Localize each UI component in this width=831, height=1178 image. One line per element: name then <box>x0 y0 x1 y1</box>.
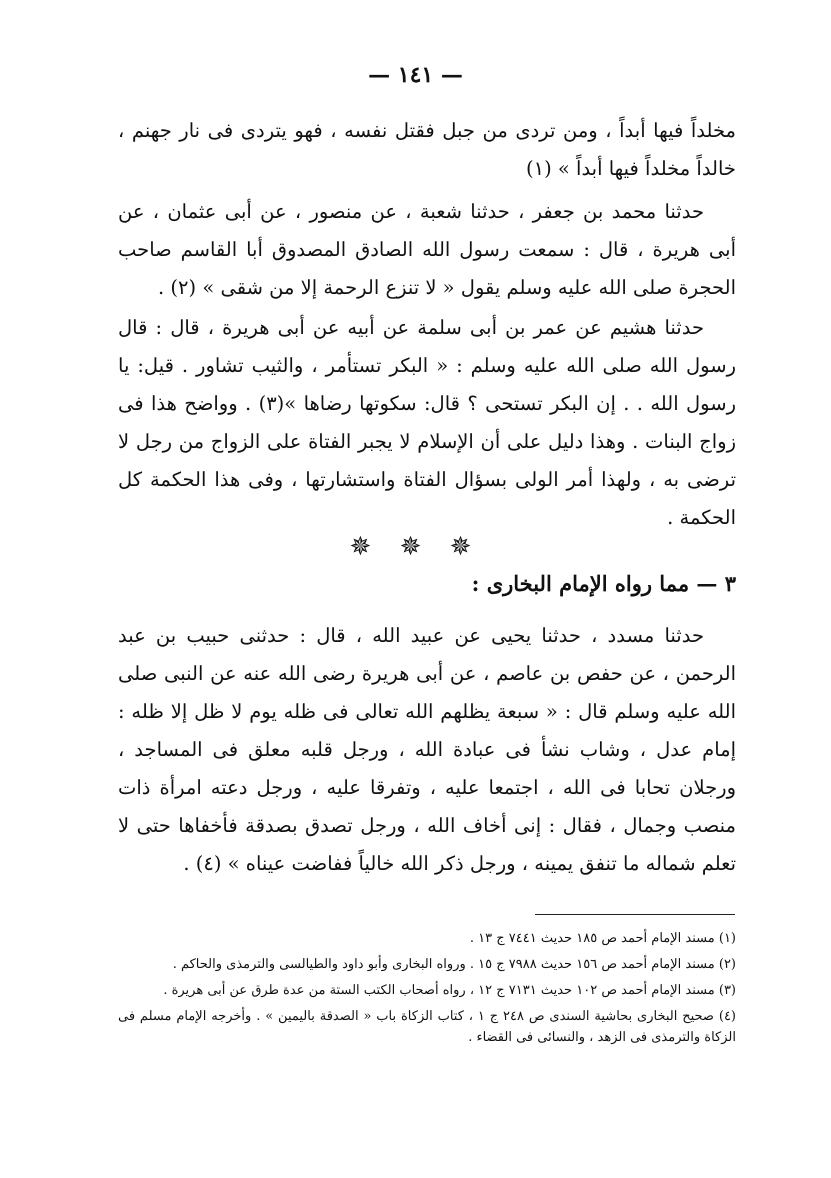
paragraph-continuation <box>118 112 736 188</box>
footnote-3: (٣) مسند الإمام أحمد ص ١٠٢ حديث ٧١٣١ ج ١٢ ، رواه أصحاب الكتب الستة من عدة طرق عن أبى هريرة . <box>163 983 736 998</box>
page-number: — ١٤١ — <box>368 62 463 88</box>
paragraph-text: حدثنا مسدد ، حدثنا يحيى عن عبيد الله ، قال : حدثنى حبيب بن عبد الرحمن ، عن حفص بن عاصم ، عن أبى هريرة رضى الله عنه عن النبى صلى الله عليه وسلم قال : « سبعة يظلهم الله تعالى فى ظله يوم لا ظل إلا ظله : إمام عدل ، وشاب نشأ فى عبادة الله ، ورجل قلبه معلق فى المساجد ، ورجلان تحابا فى الله ، اجتمعا عليه ، وتفرقا عليه ، ورجل دعته امرأة ذات منصب وجمال ، فقال : إنى أخاف الله ، ورجل تصدق بصدقة فأخفاها حتى لا تعلم شماله ما تنفق يمينه ، ورجل ذكر الله خالياً ففاضت عيناه » (٤) . <box>118 624 736 875</box>
footnote-2: (٢) مسند الإمام أحمد ص ١٥٦ حديث ٧٩٨٨ ج ١٥ . ورواه البخارى وأبو داود والطيالسى والترمذى والحاكم . <box>172 957 736 972</box>
paragraph-text: حدثنا محمد بن جعفر ، حدثنا شعبة ، عن منصور ، عن أبى عثمان ، عن أبى هريرة ، قال : سمعت رسول الله الصادق المصدوق أبا القاسم صاحب الحجرة صلى الله عليه وسلم يقول « لا تنزع الرحمة إلا من شقى » (٢) . <box>118 200 736 299</box>
paragraph-text: حدثنا هشيم عن عمر بن أبى سلمة عن أبيه عن أبى هريرة ، قال : قال رسول الله صلى الله عليه وسلم : « البكر تستأمر ، والثيب تشاور . قيل: يا رسول الله . . إن البكر تستحى ؟ قال: سكوتها رضاها »(٣) . وواضح هذا فى زواج البنات . وهذا دليل على أن الإسلام لا يجبر الفتاة على الزواج من رجل لا ترضى به ، ولهذا أمر الولى بسؤال الفتاة واستشارتها ، وفى هذا الحكمة كل الحكمة . <box>118 316 736 529</box>
paragraph-hadith-seven <box>118 617 736 883</box>
section-heading: ٣ — مما رواه الإمام البخارى : <box>471 571 736 596</box>
footnote-4: (٤) صحيح البخارى بحاشية السندى ص ٢٤٨ ج ١ ، كتاب الزكاة باب « الصدقة باليمين » . وأخرجه الإمام مسلم فى الزكاة والترمذى فى الزهد ، والنسائى فى القضاء . <box>118 1009 736 1045</box>
paragraph-hadith-mercy <box>118 193 736 307</box>
footnote-1: (١) مسند الإمام أحمد ص ١٨٥ حديث ٧٤٤١ ج ١٣ . <box>469 931 736 946</box>
ornament-separator: ✵ ✵ ✵ <box>349 532 482 562</box>
paragraph-text: مخلداً فيها أبداً ، ومن تردى من جبل فقتل نفسه ، فهو يتردى فى نار جهنم ، خالداً مخلداً فيها أبداً » (١) <box>118 119 736 180</box>
footnotes <box>118 928 736 1053</box>
footnote-divider <box>535 914 735 915</box>
paragraph-hadith-consent <box>118 309 736 537</box>
